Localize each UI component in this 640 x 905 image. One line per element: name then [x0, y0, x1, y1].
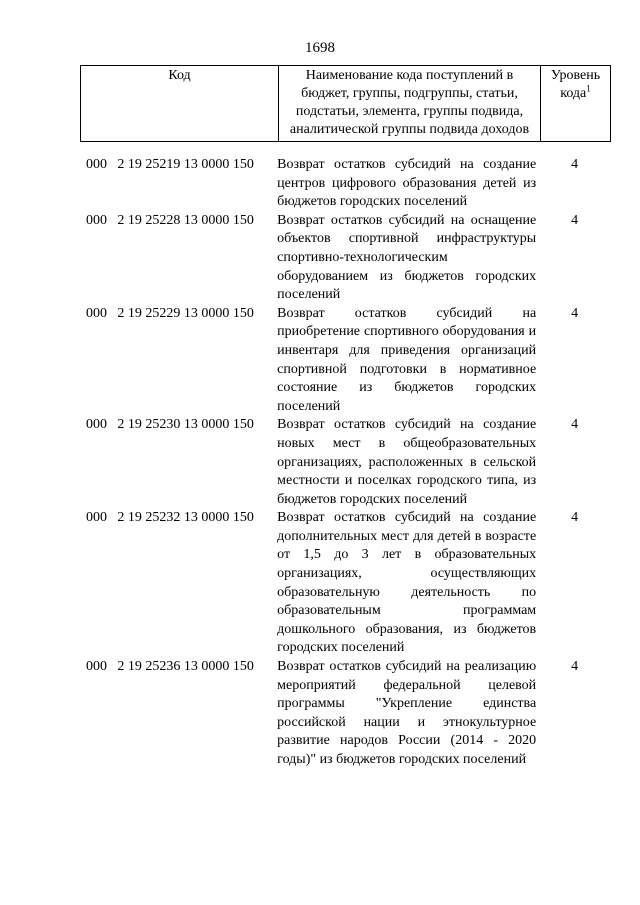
- row-prefix: 000: [86, 659, 107, 675]
- table-row: [80, 305, 610, 417]
- row-code: 2 19 25236 13 0000 150: [117, 659, 254, 675]
- row-prefix: 000: [86, 157, 107, 172]
- row-prefix: 000: [86, 510, 107, 526]
- row-code: 2 19 25229 13 0000 150: [117, 305, 254, 321]
- page-number: 1698: [305, 40, 335, 56]
- row-level: 4: [571, 157, 579, 172]
- row-level: 4: [571, 510, 579, 526]
- row-level: 4: [571, 417, 579, 433]
- income-codes-table: [80, 156, 610, 770]
- row-prefix: 000: [86, 417, 107, 433]
- row-prefix: 000: [86, 212, 107, 228]
- header-name: Наименование кода поступлений в бюджет, группы, подгруппы, статьи, подстатьи, элемента, группы подвида, аналитической группы подвида доходов: [279, 66, 541, 142]
- row-name: Возврат остатков субсидий на приобретение спортивного оборудования и инвентаря для приведения организаций спортивной подготовки в нормативное состояние из бюджетов городских поселений: [277, 305, 537, 414]
- table-row: [80, 658, 610, 770]
- header-code: Код: [81, 66, 279, 142]
- table-row: [80, 416, 610, 509]
- row-level: 4: [571, 659, 579, 675]
- row-name: Возврат остатков субсидий на реализацию мероприятий федеральной целевой программы "Укрепление единства российской нации и этнокультурное развитие народов России (2014 - 2020 годы)" из бюджетов городских поселений: [277, 659, 537, 767]
- header-level: [541, 66, 611, 142]
- row-level: 4: [571, 212, 579, 228]
- row-name: Возврат остатков субсидий на оснащение объектов спортивной инфраструктуры спортивно-технологическим оборудованием из бюджетов городских поселений: [277, 212, 537, 303]
- header-level-footnote: 1: [586, 83, 591, 94]
- row-level: 4: [571, 305, 579, 321]
- row-code: 2 19 25230 13 0000 150: [117, 417, 254, 433]
- header-level-label: Уровень кода: [550, 68, 601, 101]
- row-code: 2 19 25219 13 0000 150: [117, 157, 254, 172]
- table-header: [80, 65, 611, 142]
- row-prefix: 000: [86, 305, 107, 321]
- row-code: 2 19 25228 13 0000 150: [117, 212, 254, 228]
- table-row: [80, 212, 610, 305]
- row-name: Возврат остатков субсидий на создание новых мест в общеобразовательных организациях, расположенных в сельской местности и поселках городского типа, из бюджетов городских поселений: [277, 417, 537, 507]
- table-row: [80, 509, 610, 658]
- row-name: Возврат остатков субсидий на создание центров цифрового образования детей из бюджетов городских поселений: [277, 157, 537, 210]
- row-name: Возврат остатков субсидий на создание дополнительных мест для детей в возрасте от 1,5 до 3 лет в образовательных организациях, осуществляющих образовательную деятельность по образовательным программам дошкольного образования, из бюджетов городских поселений: [277, 510, 537, 656]
- row-code: 2 19 25232 13 0000 150: [117, 510, 254, 526]
- table-row: [80, 156, 610, 212]
